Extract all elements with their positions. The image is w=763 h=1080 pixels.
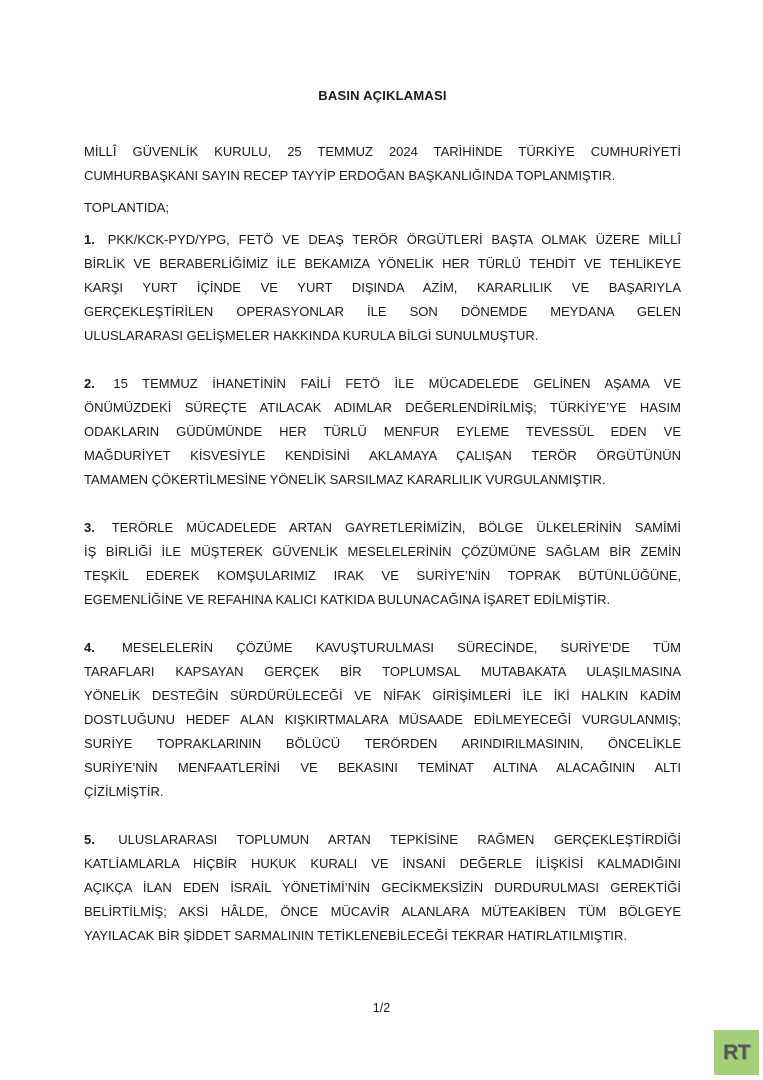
paragraph-line: GERÇEKLEŞTİRİLEN OPERASYONLAR İLE SON DÖNEMDE MEYDANA GELEN bbox=[84, 304, 681, 319]
numbered-paragraph bbox=[84, 372, 681, 492]
paragraph-line: ODAKLARIN GÜDÜMÜNDE HER TÜRLÜ MENFUR EYLEME TEVESSÜL EDEN VE bbox=[84, 424, 681, 439]
paragraph-list bbox=[84, 228, 681, 948]
paragraph-line: 3. TERÖRLE MÜCADELEDE ARTAN GAYRETLERİMİZİN, BÖLGE ÜLKELERİNİN SAMİMİ bbox=[84, 520, 681, 535]
page-title: BASIN AÇIKLAMASI bbox=[318, 88, 447, 103]
paragraph-line: ULUSLARARASI GELİŞMELER HAKKINDA KURULA BİLGİ SUNULMUŞTUR. bbox=[84, 328, 539, 343]
numbered-paragraph bbox=[84, 516, 681, 612]
paragraph-line: DOSTLUĞUNU HEDEF ALAN KIŞKIRTMALARA MÜSAADE EDİLMEYECEĞİ VURGULANMIŞ; bbox=[84, 712, 681, 727]
paragraph-line: KATLİAMLARLA HİÇBİR HUKUK KURALI VE İNSANİ DEĞERLE İLİŞKİSİ KALMADIĞINI bbox=[84, 856, 681, 871]
paragraph-line: YÖNELİK DESTEĞİN SÜRDÜRÜLECEĞİ VE NİFAK GİRİŞİMLERİ İLE İKİ HALKIN KADİM bbox=[84, 688, 681, 703]
paragraph-line: SURİYE’NİN MENFAATLERİNİ VE BEKASINI TEMİNAT ALTINA ALACAĞININ ALTI bbox=[84, 760, 681, 775]
section-label: TOPLANTIDA; bbox=[84, 200, 170, 215]
paragraph-line: 4. MESELELERİN ÇÖZÜME KAVUŞTURULMASI SÜRECİNDE, SURİYE’DE TÜM bbox=[84, 640, 681, 655]
paragraph-number: 4. bbox=[84, 640, 95, 655]
paragraph-line: MAĞDURİYET KİSVESİYLE KENDİSİNİ AKLAMAYA ÇALIŞAN TERÖR ÖRGÜTÜNÜN bbox=[84, 448, 681, 463]
numbered-paragraph bbox=[84, 828, 681, 948]
page-number: 1/2 bbox=[372, 1001, 391, 1015]
paragraph-line: ÇİZİLMİŞTİR. bbox=[84, 784, 164, 799]
paragraph-line: SURİYE TOPRAKLARININ BÖLÜCÜ TERÖRDEN ARINDIRILMASININ, ÖNCELİKLE bbox=[84, 736, 681, 751]
paragraph-line: TEŞKİL EDEREK KOMŞULARIMIZ IRAK VE SURİYE’NİN TOPRAK BÜTÜNLÜĞÜNE, bbox=[84, 568, 681, 583]
paragraph-line: EGEMENLİĞİNE VE REFAHINA KALICI KATKIDA BULUNACAĞINA İŞARET EDİLMİŞTİR. bbox=[84, 592, 611, 607]
numbered-paragraph bbox=[84, 228, 681, 348]
document-body bbox=[84, 84, 681, 972]
paragraph-line: 5. ULUSLARARASI TOPLUMUN ARTAN TEPKİSİNE RAĞMEN GERÇEKLEŞTİRDİĞİ bbox=[84, 832, 681, 847]
paragraph-line: TARAFLARI KAPSAYAN GERÇEK BİR TOPLUMSAL MUTABAKATA ULAŞILMASINA bbox=[84, 664, 681, 679]
paragraph-line: İŞ BİRLİĞİ İLE MÜŞTEREK GÜVENLİK MESELELERİNİN ÇÖZÜMÜNE SAĞLAM BİR ZEMİN bbox=[84, 544, 681, 559]
intro-line: CUMHURBAŞKANI SAYIN RECEP TAYYİP ERDOĞAN BAŞKANLIĞINDA TOPLANMIŞTIR. bbox=[84, 168, 616, 183]
paragraph-line: YAYILACAK BİR ŞİDDET SARMALININ TETİKLENEBİLECEĞİ TEKRAR HATIRLATILMIŞTIR. bbox=[84, 928, 628, 943]
paragraph-line: BİRLİK VE BERABERLİĞİMİZ İLE BEKAMIZA YÖNELİK HER TÜRLÜ TEHDİT VE TEHLİKEYE bbox=[84, 256, 681, 271]
paragraph-line: 2. 15 TEMMUZ İHANETİNİN FAİLİ FETÖ İLE MÜCADELEDE GELİNEN AŞAMA VE bbox=[84, 376, 681, 391]
paragraph-line: TAMAMEN ÇÖKERTİLMESİNE YÖNELİK SARSILMAZ KARARLILIK VURGULANMIŞTIR. bbox=[84, 472, 606, 487]
intro-line: MİLLÎ GÜVENLİK KURULU, 25 TEMMUZ 2024 TARİHİNDE TÜRKİYE CUMHURİYETİ bbox=[84, 144, 681, 159]
paragraph-line: AÇIKÇA İLAN EDEN İSRAİL YÖNETİMİ’NİN GECİKMEKSİZİN DURDURULMASI GEREKTİĞİ bbox=[84, 880, 681, 895]
paragraph-line: BELİRTİLMİŞ; AKSİ HÂLDE, ÖNCE MÜCAVİR ALANLARA MÜTEAKİBEN TÜM BÖLGEYE bbox=[84, 904, 681, 919]
paragraph-number: 5. bbox=[84, 832, 95, 847]
intro-paragraph bbox=[84, 140, 681, 188]
paragraph-line: 1. PKK/KCK-PYD/YPG, FETÖ VE DEAŞ TERÖR ÖRGÜTLERİ BAŞTA OLMAK ÜZERE MİLLÎ bbox=[84, 232, 681, 247]
paragraph-number: 3. bbox=[84, 520, 95, 535]
numbered-paragraph bbox=[84, 636, 681, 804]
paragraph-number: 1. bbox=[84, 232, 95, 247]
rt-logo-watermark: RT bbox=[714, 1030, 759, 1075]
paragraph-line: ÖNÜMÜZDEKİ SÜREÇTE ATILACAK ADIMLAR DEĞERLENDİRİLMİŞ; TÜRKİYE’YE HASIM bbox=[84, 400, 681, 415]
paragraph-line: KARŞI YURT İÇİNDE VE YURT DIŞINDA AZİM, KARARLILIK VE BAŞARIYLA bbox=[84, 280, 681, 295]
paragraph-number: 2. bbox=[84, 376, 95, 391]
